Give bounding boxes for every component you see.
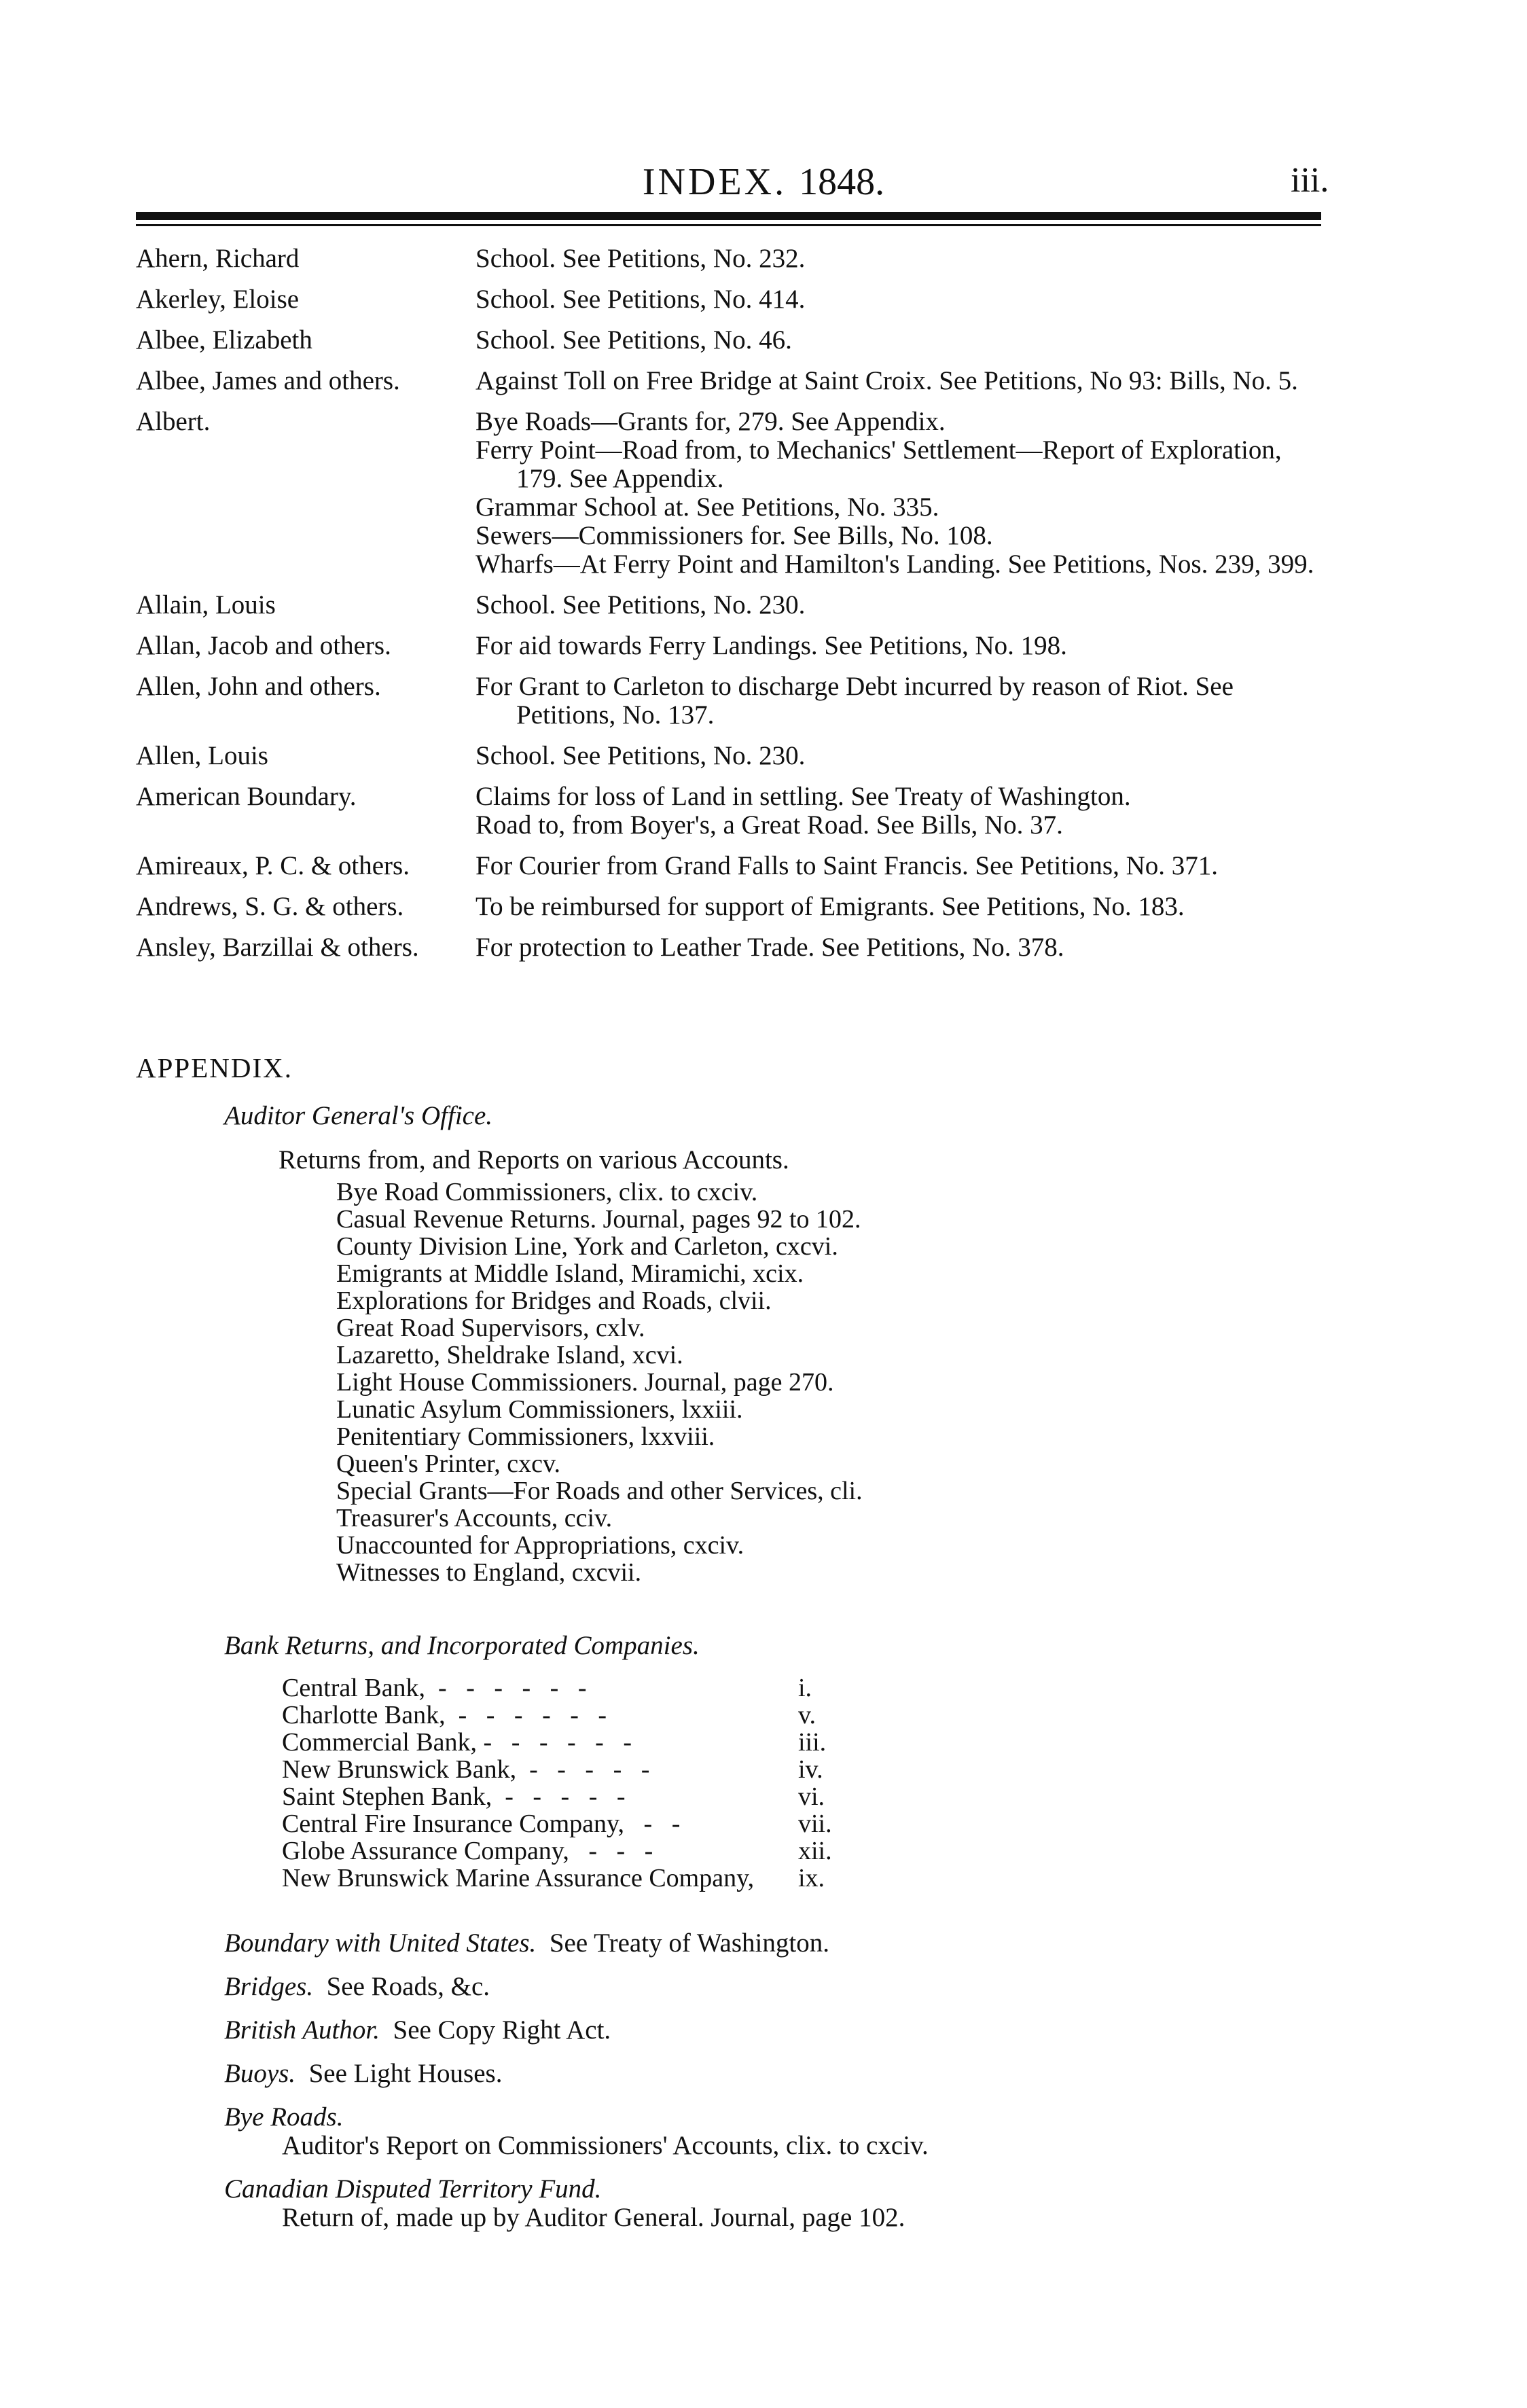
entry-references xyxy=(475,783,1325,840)
auditor-item: Great Road Supervisors, cxlv. xyxy=(336,1314,645,1342)
entry-reference: Ferry Point—Road from, to Mechanics' Settlement—Report of Exploration, 179. See Appendix. xyxy=(475,435,1282,493)
auditor-item: Special Grants—For Roads and other Services, cli. xyxy=(336,1477,863,1505)
header-rule-thin xyxy=(136,224,1321,226)
entry-name: Albert. xyxy=(136,407,211,436)
appendix-entry-title: Buoys. xyxy=(224,2059,296,2088)
index-entry xyxy=(136,893,1325,921)
auditor-item: Unaccounted for Appropriations, cxciv. xyxy=(336,1531,744,1560)
entry-references xyxy=(475,632,1325,660)
index-entries xyxy=(136,245,1325,974)
entry-reference: School. See Petitions, No. 230. xyxy=(475,590,806,619)
bank-row xyxy=(282,1756,832,1783)
entry-name: Andrews, S. G. & others. xyxy=(136,892,404,921)
entry-reference: For aid towards Ferry Landings. See Petitions, No. 198. xyxy=(475,631,1067,660)
appendix-entry-title: Boundary with United States. xyxy=(224,1928,537,1958)
header-rule-thick xyxy=(136,212,1321,220)
auditor-item: Treasurer's Accounts, cciv. xyxy=(336,1504,613,1532)
bank-page: vii. xyxy=(798,1810,832,1838)
bank-name: Globe Assurance Company, - - - xyxy=(282,1837,653,1865)
entry-name: Allen, Louis xyxy=(136,741,268,770)
entry-name: Akerley, Eloise xyxy=(136,285,300,314)
bank-page: i. xyxy=(798,1674,812,1702)
index-entry xyxy=(136,852,1325,880)
index-year: 1848. xyxy=(799,161,885,203)
appendix-entry-title: Bridges. xyxy=(224,1972,314,2001)
entry-references xyxy=(475,672,1325,730)
auditor-items-list xyxy=(336,1179,863,1586)
bank-page: iv. xyxy=(798,1755,823,1784)
appendix-entry-line xyxy=(224,2016,929,2045)
appendix-heading: APPENDIX. xyxy=(136,1052,293,1083)
bank-name: Saint Stephen Bank, - - - - - xyxy=(282,1782,626,1811)
appendix-entry-title: Bye Roads. xyxy=(224,2102,344,2132)
entry-reference: Against Toll on Free Bridge at Saint Croix. See Petitions, No 93: Bills, No. 5. xyxy=(475,366,1298,395)
bank-row xyxy=(282,1837,832,1865)
entry-reference: Road to, from Boyer's, a Great Road. See Bills, No. 37. xyxy=(475,810,1063,840)
entry-reference: School. See Petitions, No. 46. xyxy=(475,325,792,355)
bank-page: xii. xyxy=(798,1837,832,1865)
entry-references xyxy=(475,852,1325,880)
entry-reference: School. See Petitions, No. 232. xyxy=(475,244,806,273)
appendix-entry xyxy=(224,2175,929,2232)
index-entry xyxy=(136,742,1325,770)
appendix-entry-reference: See Copy Right Act. xyxy=(380,2015,611,2045)
auditor-item: Witnesses to England, cxcvii. xyxy=(336,1558,642,1587)
auditor-item: County Division Line, York and Carleton, cxcvi. xyxy=(336,1232,838,1261)
returns-heading: Returns from, and Reports on various Accounts. xyxy=(279,1145,789,1174)
entry-references xyxy=(475,408,1325,579)
appendix-entry-reference: See Light Houses. xyxy=(295,2059,503,2088)
entry-reference: Wharfs—At Ferry Point and Hamilton's Landing. See Petitions, Nos. 239, 399. xyxy=(475,550,1314,579)
appendix-tail-entries xyxy=(224,1929,929,2247)
index-entry xyxy=(136,245,1325,273)
entry-name: Allen, John and others. xyxy=(136,672,381,701)
auditor-item: Light House Commissioners. Journal, page 270. xyxy=(336,1368,834,1397)
entry-reference: Sewers—Commissioners for. See Bills, No. 108. xyxy=(475,521,993,550)
appendix-entry-line xyxy=(224,1929,929,1958)
entry-references xyxy=(475,285,1325,314)
entry-reference: For protection to Leather Trade. See Petitions, No. 378. xyxy=(475,933,1064,962)
appendix-entry-title: Canadian Disputed Territory Fund. xyxy=(224,2174,602,2204)
appendix-entry-reference: See Roads, &c. xyxy=(313,1972,490,2001)
entry-references xyxy=(475,367,1325,395)
bank-page: vi. xyxy=(798,1782,825,1811)
auditor-item: Emigrants at Middle Island, Miramichi, xcix. xyxy=(336,1259,804,1288)
entry-reference: Bye Roads—Grants for, 279. See Appendix. xyxy=(475,407,946,436)
entry-references xyxy=(475,245,1325,273)
appendix-entry xyxy=(224,1929,929,1958)
index-entry xyxy=(136,933,1325,962)
appendix-entry xyxy=(224,2103,929,2160)
appendix-entry-line xyxy=(224,2103,929,2132)
entry-reference: To be reimbursed for support of Emigrants. See Petitions, No. 183. xyxy=(475,892,1185,921)
entry-name: American Boundary. xyxy=(136,782,357,811)
index-entry xyxy=(136,408,1325,579)
entry-reference: Grammar School at. See Petitions, No. 335. xyxy=(475,492,939,522)
appendix-entry-detail: Return of, made up by Auditor General. Journal, page 102. xyxy=(282,2203,905,2232)
bank-name: New Brunswick Bank, - - - - - xyxy=(282,1755,650,1784)
auditor-item: Explorations for Bridges and Roads, clvii. xyxy=(336,1287,772,1315)
entry-reference: School. See Petitions, No. 414. xyxy=(475,285,806,314)
index-entry xyxy=(136,326,1325,355)
entry-name: Allan, Jacob and others. xyxy=(136,631,391,660)
bank-page: ix. xyxy=(798,1864,825,1892)
appendix-entry xyxy=(224,1973,929,2001)
bank-name: New Brunswick Marine Assurance Company, xyxy=(282,1864,755,1892)
appendix-entry xyxy=(224,2016,929,2045)
entry-reference: Claims for loss of Land in settling. See Treaty of Washington. xyxy=(475,782,1131,811)
bank-row xyxy=(282,1865,832,1892)
index-entry xyxy=(136,367,1325,395)
page-number: iii. xyxy=(1291,161,1329,200)
auditor-item: Casual Revenue Returns. Journal, pages 92 to 102. xyxy=(336,1205,861,1234)
bank-name: Central Bank, - - - - - - xyxy=(282,1674,587,1702)
entry-reference: School. See Petitions, No. 230. xyxy=(475,741,806,770)
entry-references xyxy=(475,326,1325,355)
entry-name: Allain, Louis xyxy=(136,590,276,619)
appendix-entry-line xyxy=(224,2060,929,2088)
entry-name: Amireaux, P. C. & others. xyxy=(136,851,410,880)
appendix-entry-title: British Author. xyxy=(224,2015,380,2045)
entry-reference: For Courier from Grand Falls to Saint Francis. See Petitions, No. 371. xyxy=(475,851,1218,880)
entry-reference: For Grant to Carleton to discharge Debt incurred by reason of Riot. See Petitions, No. 137. xyxy=(475,672,1234,730)
entry-references xyxy=(475,591,1325,619)
bank-row xyxy=(282,1783,832,1810)
entry-references xyxy=(475,742,1325,770)
auditor-item: Bye Road Commissioners, clix. to cxciv. xyxy=(336,1178,758,1206)
auditor-item: Lazaretto, Sheldrake Island, xcvi. xyxy=(336,1341,683,1369)
auditor-item: Lunatic Asylum Commissioners, lxxiii. xyxy=(336,1395,743,1424)
bank-page: iii. xyxy=(798,1728,827,1757)
appendix-entry-reference: See Treaty of Washington. xyxy=(536,1928,829,1958)
auditor-item: Penitentiary Commissioners, lxxviii. xyxy=(336,1422,715,1451)
index-entry xyxy=(136,591,1325,619)
bank-name: Charlotte Bank, - - - - - - xyxy=(282,1701,607,1729)
bank-row xyxy=(282,1702,832,1729)
index-entry xyxy=(136,783,1325,840)
bank-returns-table xyxy=(282,1674,832,1892)
entry-references xyxy=(475,893,1325,921)
bank-row xyxy=(282,1674,832,1702)
index-entry xyxy=(136,632,1325,660)
entry-name: Ahern, Richard xyxy=(136,244,300,273)
appendix-entry-line xyxy=(224,1973,929,2001)
bank-name: Commercial Bank, - - - - - - xyxy=(282,1728,632,1757)
index-title: INDEX. xyxy=(642,161,787,203)
entry-name: Albee, Elizabeth xyxy=(136,325,312,355)
appendix-entry xyxy=(224,2060,929,2088)
auditor-item: Queen's Printer, cxcv. xyxy=(336,1450,560,1478)
bank-page: v. xyxy=(798,1701,816,1729)
bank-returns-heading: Bank Returns, and Incorporated Companies. xyxy=(224,1631,700,1660)
bank-name: Central Fire Insurance Company, - - xyxy=(282,1810,681,1838)
entry-references xyxy=(475,933,1325,962)
bank-row xyxy=(282,1729,832,1756)
appendix-entry-detail: Auditor's Report on Commissioners' Accounts, clix. to cxciv. xyxy=(282,2131,929,2160)
appendix-entry-line xyxy=(224,2175,929,2204)
entry-name: Ansley, Barzillai & others. xyxy=(136,933,419,962)
index-entry xyxy=(136,672,1325,730)
index-entry xyxy=(136,285,1325,314)
auditor-general-heading: Auditor General's Office. xyxy=(224,1101,493,1130)
bank-row xyxy=(282,1810,832,1837)
entry-name: Albee, James and others. xyxy=(136,366,400,395)
